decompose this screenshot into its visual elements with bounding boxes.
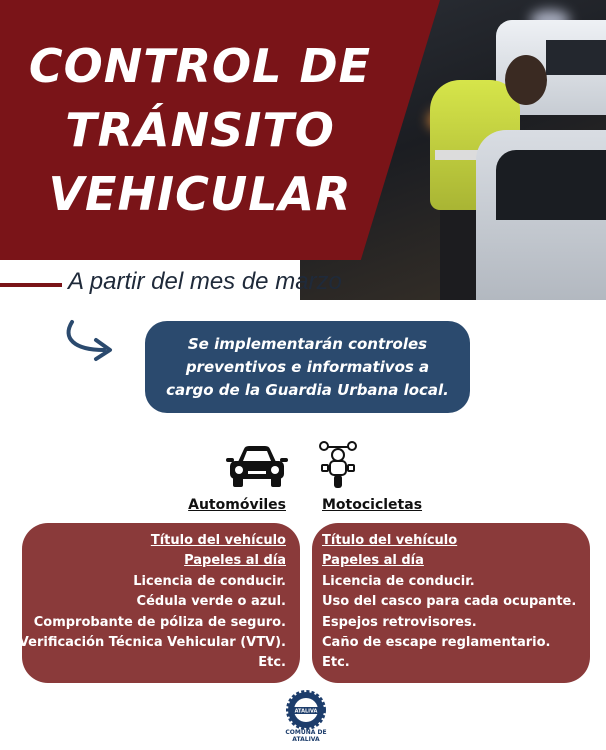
list-item: Título del vehículo [150,533,286,548]
list-item: Uso del casco para cada ocupante. [322,594,577,610]
automoviles-heading: Automóviles [188,497,286,513]
list-item: Comprobante de póliza de seguro. [33,614,286,630]
list-item: Espejos retrovisores. [322,614,477,630]
title-line: TRÁNSITO [65,103,335,157]
list-item: Título del vehículo [322,533,458,548]
info-line: preventivos e informativos a [185,357,430,376]
curved-arrow-icon [60,316,122,362]
list-item: Cédula verde o azul. [136,594,286,610]
title-line: CONTROL DE [28,39,372,93]
info-pill [145,321,470,413]
list-item: Licencia de conducir. [133,573,286,589]
list-item: Etc. [322,655,350,671]
list-item: Papeles al día [322,553,424,569]
motorcycle-icon [318,441,358,489]
logo-caption-line: COMUNA DE [285,729,327,736]
logo-caption-line: ATALIVA [292,736,320,743]
poster-title [0,34,400,226]
motocicletas-requirements [322,531,576,674]
ataliva-logo-icon [286,690,326,730]
info-line: cargo de la Guardia Urbana local. [166,380,449,399]
list-item: Verificación Técnica Vehicular (VTV). [18,635,286,651]
list-item: Papeles al día [184,553,286,569]
list-item: Caño de escape reglamentario. [322,635,551,651]
info-line: Se implementarán controles [187,334,428,353]
subtitle-rule [0,283,62,287]
list-item: Etc. [258,655,286,671]
car-icon [226,444,288,488]
motocicletas-heading: Motocicletas [322,497,423,513]
subtitle: A partir del mes de marzo [68,268,342,295]
title-line: VEHICULAR [48,167,352,221]
logo-caption [270,729,342,743]
logo-badge-text: ATALIVA [294,708,318,715]
list-item: Licencia de conducir. [322,573,475,589]
automoviles-requirements [19,531,286,674]
